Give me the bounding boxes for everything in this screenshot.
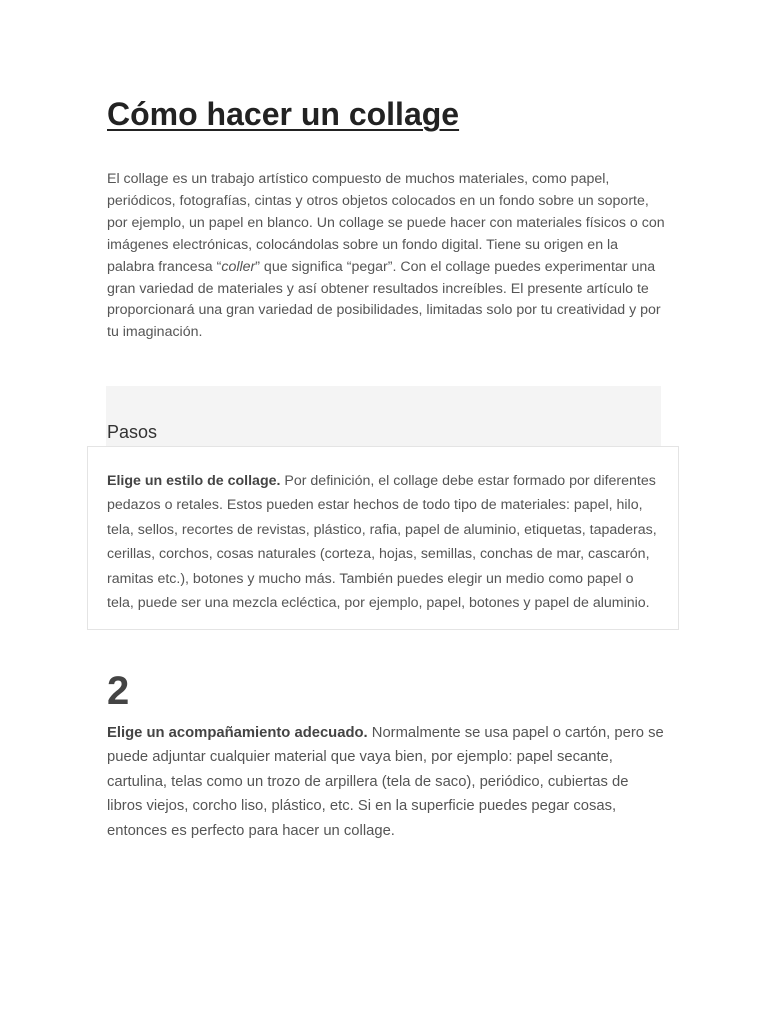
steps-heading: Pasos	[107, 422, 158, 442]
step-2-text	[107, 721, 667, 843]
step-1-text	[107, 469, 663, 615]
step-1-card	[87, 446, 679, 630]
step-1-body: Por definición, el collage debe estar formado por diferentes pedazos o retales. Estos pueden estar hechos de todo tipo de materiales: papel, hilo, tela, sellos, recortes de revistas, plástico, rafia, papel de aluminio, etiquetas, tapaderas, cerillas, corchos, cosas naturales (corteza, hojas, semillas, conchas de mar, cascarón, ramitas etc.), botones y mucho más. También puedes elegir un medio como papel o tela, puede ser una mezcla ecléctica, por ejemplo, papel, botones y papel de aluminio.	[107, 473, 657, 612]
step-1-heading: Elige un estilo de collage.	[107, 473, 281, 489]
intro-text-start: El collage es un trabajo artístico compuesto de muchos materiales, como papel, periódicos, fotografías, cintas y otros objetos colocados en un fondo sobre un soporte, por ejemplo, un papel en blanco. Un collage se puede hacer con materiales físicos o con imágenes electrónicas, colocándolas sobre un fondo digital. Tiene su origen en la palabra francesa “	[107, 171, 665, 275]
step-2-heading: Elige un acompañamiento adecuado.	[107, 725, 368, 741]
intro-text-end: ” que significa “pegar”. Con el collage puedes experimentar una gran variedad de materiales y así obtener resultados increíbles. El presente artículo te proporcionará una gran variedad de posibilidades, limitadas solo por tu creatividad y por tu imaginación.	[107, 258, 661, 341]
steps-section-header	[106, 386, 661, 446]
step-2-number: 2	[107, 669, 130, 713]
intro-emphasis: coller	[221, 258, 256, 275]
page-title: Cómo hacer un collage	[107, 96, 460, 132]
step-2-body: Normalmente se usa papel o cartón, pero se puede adjuntar cualquier material que vaya bien, por ejemplo: papel secante, cartulina, telas como un trozo de arpillera (tela de saco), periódico, cubiertas de libros viejos, corcho liso, plástico, etc. Si en la superficie puedes pegar cosas, entonces es perfecto para hacer un collage.	[107, 725, 664, 839]
intro-paragraph	[107, 169, 667, 344]
